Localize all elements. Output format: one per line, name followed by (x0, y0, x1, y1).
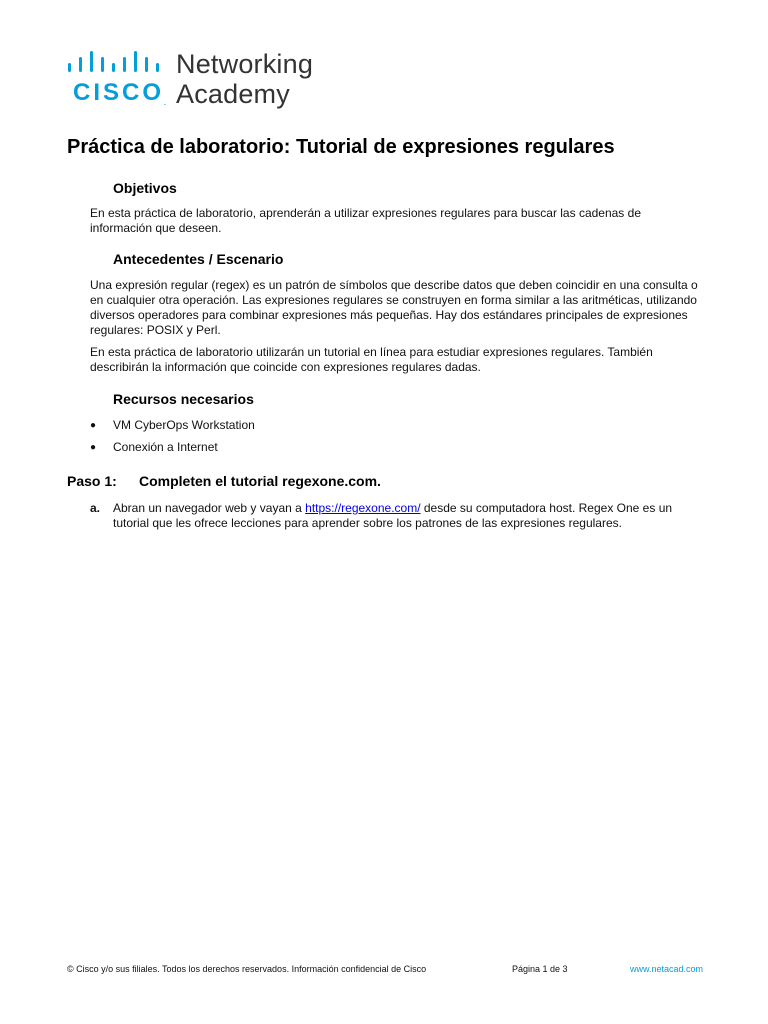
step-number: Paso 1: (67, 473, 117, 489)
logo-academy-text: Academy (176, 79, 290, 109)
recursos-heading: Recursos necesarios (113, 391, 254, 407)
cisco-networking-academy-logo (66, 49, 326, 113)
list-item (90, 440, 255, 462)
footer-url-link[interactable]: www.netacad.com (629, 964, 703, 974)
page-footer (67, 964, 703, 978)
bullet-icon: ● (90, 442, 97, 453)
list-item-text: VM CyberOps Workstation (113, 418, 255, 432)
logo-networking-text: Networking (176, 49, 314, 79)
list-item-text: Conexión a Internet (113, 440, 218, 454)
bullet-icon: ● (90, 420, 97, 431)
recursos-list (90, 418, 255, 462)
regexone-link[interactable]: https://regexone.com/ (305, 501, 421, 515)
antecedentes-heading: Antecedentes / Escenario (113, 251, 284, 267)
step-title: Completen el tutorial regexone.com. (139, 473, 381, 489)
document-title: Práctica de laboratorio: Tutorial de expresiones regulares (67, 136, 615, 158)
objetivos-heading: Objetivos (113, 180, 177, 196)
list-item (90, 418, 255, 440)
objetivos-text: En esta práctica de laboratorio, aprenderán a utilizar expresiones regulares para buscar las cadenas de información que deseen. (90, 206, 641, 235)
item-letter: a. (90, 501, 101, 515)
antecedentes-paragraph-1: Una expresión regular (regex) es un patrón de símbolos que describe datos que deben coincidir en una consulta o en cualquier otra operación. Las expresiones regulares se construyen en forma similar a las aritméticas, utilizando diversos operadores para combinar expresiones más pequeñas. Hay dos estándares principales de expresiones regulares: POSIX y Perl. (90, 278, 698, 337)
cisco-wordmark: CISCO. (73, 79, 166, 107)
step-1-heading (67, 473, 381, 489)
cisco-bridge-icon (66, 49, 166, 77)
footer-copyright: © Cisco y/o sus filiales. Todos los derechos reservados. Información confidencial de Cisco (67, 964, 427, 974)
item-a-text: Abran un navegador web y vayan a https://regexone.com/ desde su computadora host. Regex One es un tutorial que les ofrece lecciones para aprender sobre los patrones de las expresiones regulares. (113, 501, 673, 530)
footer-page-number: Página 1 de 3 (512, 964, 568, 974)
antecedentes-paragraph-2: En esta práctica de laboratorio utilizarán un tutorial en línea para estudiar expresiones regulares. También describirán la información que coincide con expresiones regulares dadas. (90, 345, 653, 374)
step-1-item-a (90, 501, 702, 531)
